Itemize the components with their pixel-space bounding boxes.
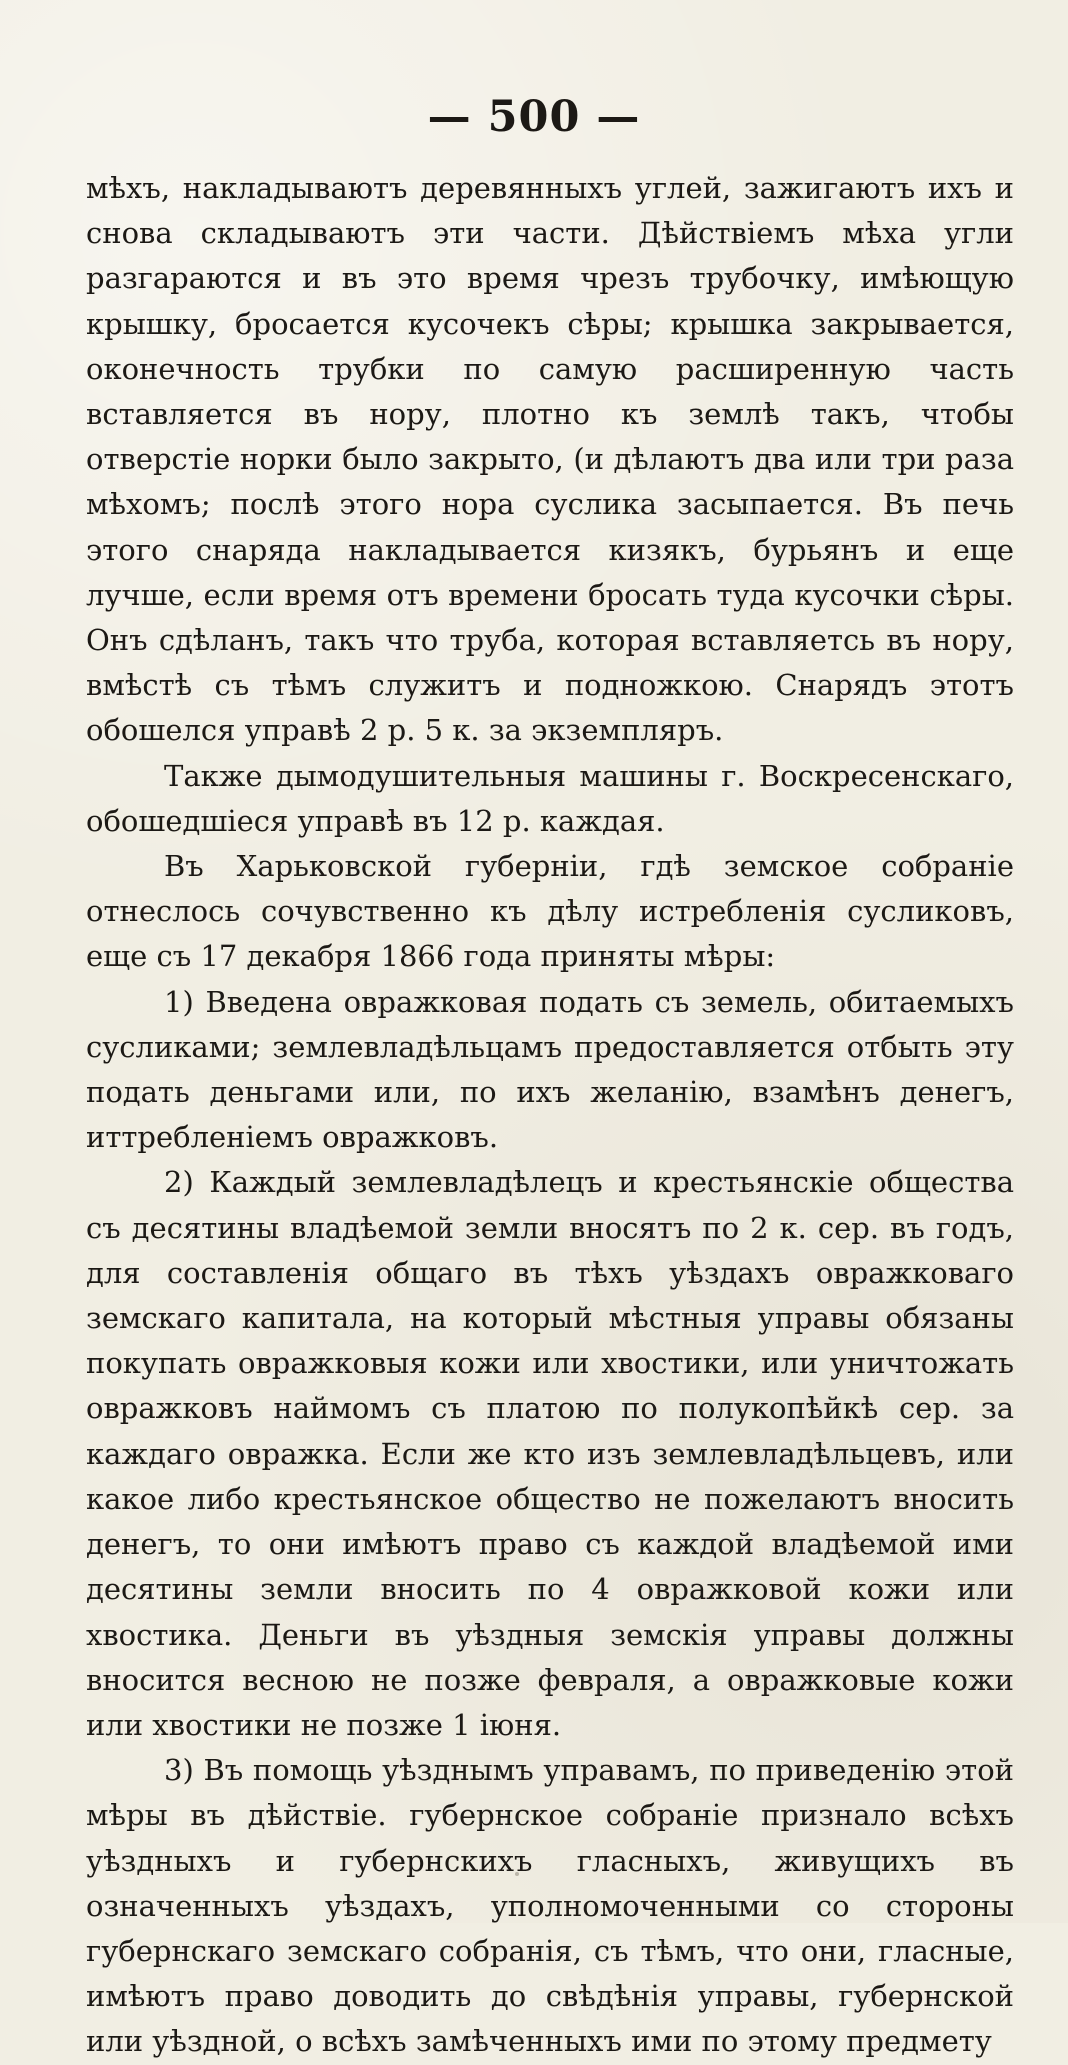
paragraph-kharkov-measures-intro: Въ Харьковской губерніи, гдѣ земское собраніе отнеслось сочувственно къ дѣлу истребленія сусликовъ, еще съ 17 декабря 1866 года приняты мѣры:: [86, 849, 1014, 974]
paragraph-voskresensky-machines: Также дымодушительныя машины г. Воскресенскаго, обошедшіеся управѣ въ 12 р. каждая.: [86, 758, 1014, 838]
paragraph-measure-1: 1) Введена овражковая подать съ земель, обитаемыхъ сусликами; землевладѣльцамъ предоставляется отбыть эту подать деньгами или, по ихъ желанію, взамѣнъ денегъ, иттребленіемъ овражковъ.: [86, 984, 1014, 1155]
page-number: — 500 —: [427, 92, 641, 142]
paper-speck: [515, 1872, 519, 1876]
paragraph-smoke-apparatus: мѣхъ, накладываютъ деревянныхъ углей, зажигаютъ ихъ и снова складываютъ эти части. Дѣйствіемъ мѣха угли разгараются и въ это время чрезъ трубочку, имѣющую крышку, бросается кусочекъ сѣры; крышка закрывается, оконечность трубки по самую расширенную часть вставляется въ нору, плотно къ землѣ такъ, чтобы отверстіе норки было закрыто, (и дѣлаютъ два или три раза мѣхомъ; послѣ этого нора суслика засыпается. Въ печь этого снаряда накладывается кизякъ, бурьянъ и еще лучше, если время отъ времени бросать туда кусочки сѣры. Онъ сдѣланъ, такъ что труба, которая вставляетсь въ нору, вмѣстѣ съ тѣмъ служитъ и подножкою. Снарядъ этотъ обошелся управѣ 2 р. 5 к. за экземпляръ.: [86, 171, 1014, 748]
paragraph-measure-3: 3) Въ помощь уѣзднымъ управамъ, по приведенію этой мѣры въ дѣйствіе. губернское собраніе признало всѣхъ уѣздныхъ и губернскихъ гласныхъ, живущихъ въ означенныхъ уѣздахъ, уполномоченными со стороны губернскаго земскаго собранія, съ тѣмъ, что они, гласные, имѣютъ право доводить до свѣдѣнія управы, губернской или уѣздной, о всѣхъ замѣченныхъ ими по этому предмету: [86, 1753, 1014, 2059]
body-text: [86, 166, 1014, 2065]
paragraph-measure-2: 2) Каждый землевладѣлецъ и крестьянскіе общества съ десятины владѣемой земли вносятъ по 2 к. сер. въ годъ, для составленія общаго въ тѣхъ уѣздахъ овражковаго земскаго капитала, на который мѣстныя управы обязаны покупать овражковыя кожи или хвостики, или уничтожать овражковъ наймомъ съ платою по полукопѣйкѣ сер. за каждаго овражка. Если же кто изъ землевладѣльцевъ, или какое либо крестьянское общество не пожелаютъ вносить денегъ, то они имѣютъ право съ каждой владѣемой ими десятины земли вносить по 4 овражковой кожи или хвостика. Деньги въ уѣздныя земскія управы должны вносится весною не позже февраля, а овражковые кожи или хвостики не позже 1 іюня.: [86, 1165, 1014, 1742]
